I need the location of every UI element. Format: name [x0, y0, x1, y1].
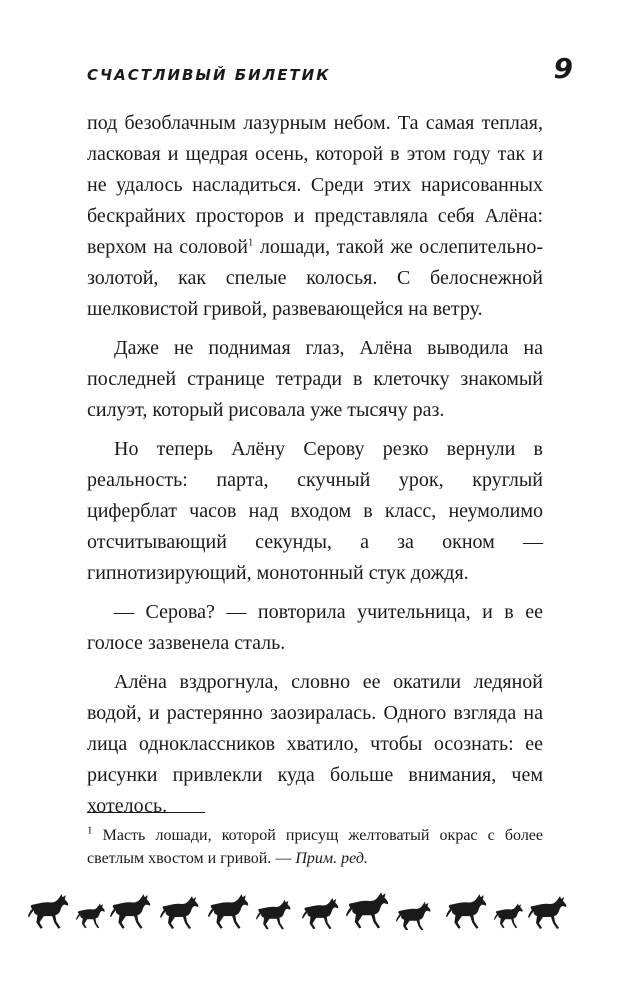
footnote-mark: 1 — [87, 824, 93, 837]
footnote-reference: 1 — [247, 236, 254, 249]
paragraph-1 — [87, 108, 543, 325]
footnote-divider — [87, 812, 205, 813]
main-text — [87, 108, 543, 830]
horse-silhouettes-icon — [28, 888, 598, 930]
footnote — [87, 824, 543, 870]
paragraph-5: Алёна вздрогнула, словно ее окатили ледяной водой, и растерянно заозиралась. Одного взгляда на лица одноклассников хватило, чтобы осознать: ее рисунки привлекли куда больше внимания, чем хотелось. — [87, 671, 543, 817]
page-number: 9 — [553, 52, 573, 85]
footnote-text: Масть лошади, которой присущ желтоватый окрас с более светлым хвостом и гривой. — — [87, 827, 543, 867]
paragraph-3: Но теперь Алёну Серову резко вернули в реальность: парта, скучный урок, круглый циферблат часов над входом в класс, неумолимо отсчитывающий секунды, а за окном — гипнотизирующий, монотонный стук дождя. — [87, 438, 543, 584]
paragraph-1-part-2: лошади, такой же ослепительно-золотой, как спелые колосья. С белоснежной шелковистой гривой, развевающейся на ветру. — [87, 236, 543, 320]
paragraph-4: — Серова? — повторила учительница, и в ее голосе зазвенела сталь. — [87, 601, 543, 654]
footnote-source: Прим. ред. — [295, 850, 368, 867]
paragraph-2: Даже не поднимая глаз, Алёна выводила на последней странице тетради в клеточку знакомый силуэт, который рисовала уже тысячу раз. — [87, 337, 543, 421]
running-title: СЧАСТЛИВЫЙ БИЛЕТИК — [87, 66, 331, 84]
paragraph-1-part-1: под безоблачным лазурным небом. Та самая теплая, ласковая и щедрая осень, которой в этом году так и не удалось насладиться. Среди этих нарисованных бескрайних просторов и представляла себя Алёна: верхом на соловой — [87, 112, 543, 258]
